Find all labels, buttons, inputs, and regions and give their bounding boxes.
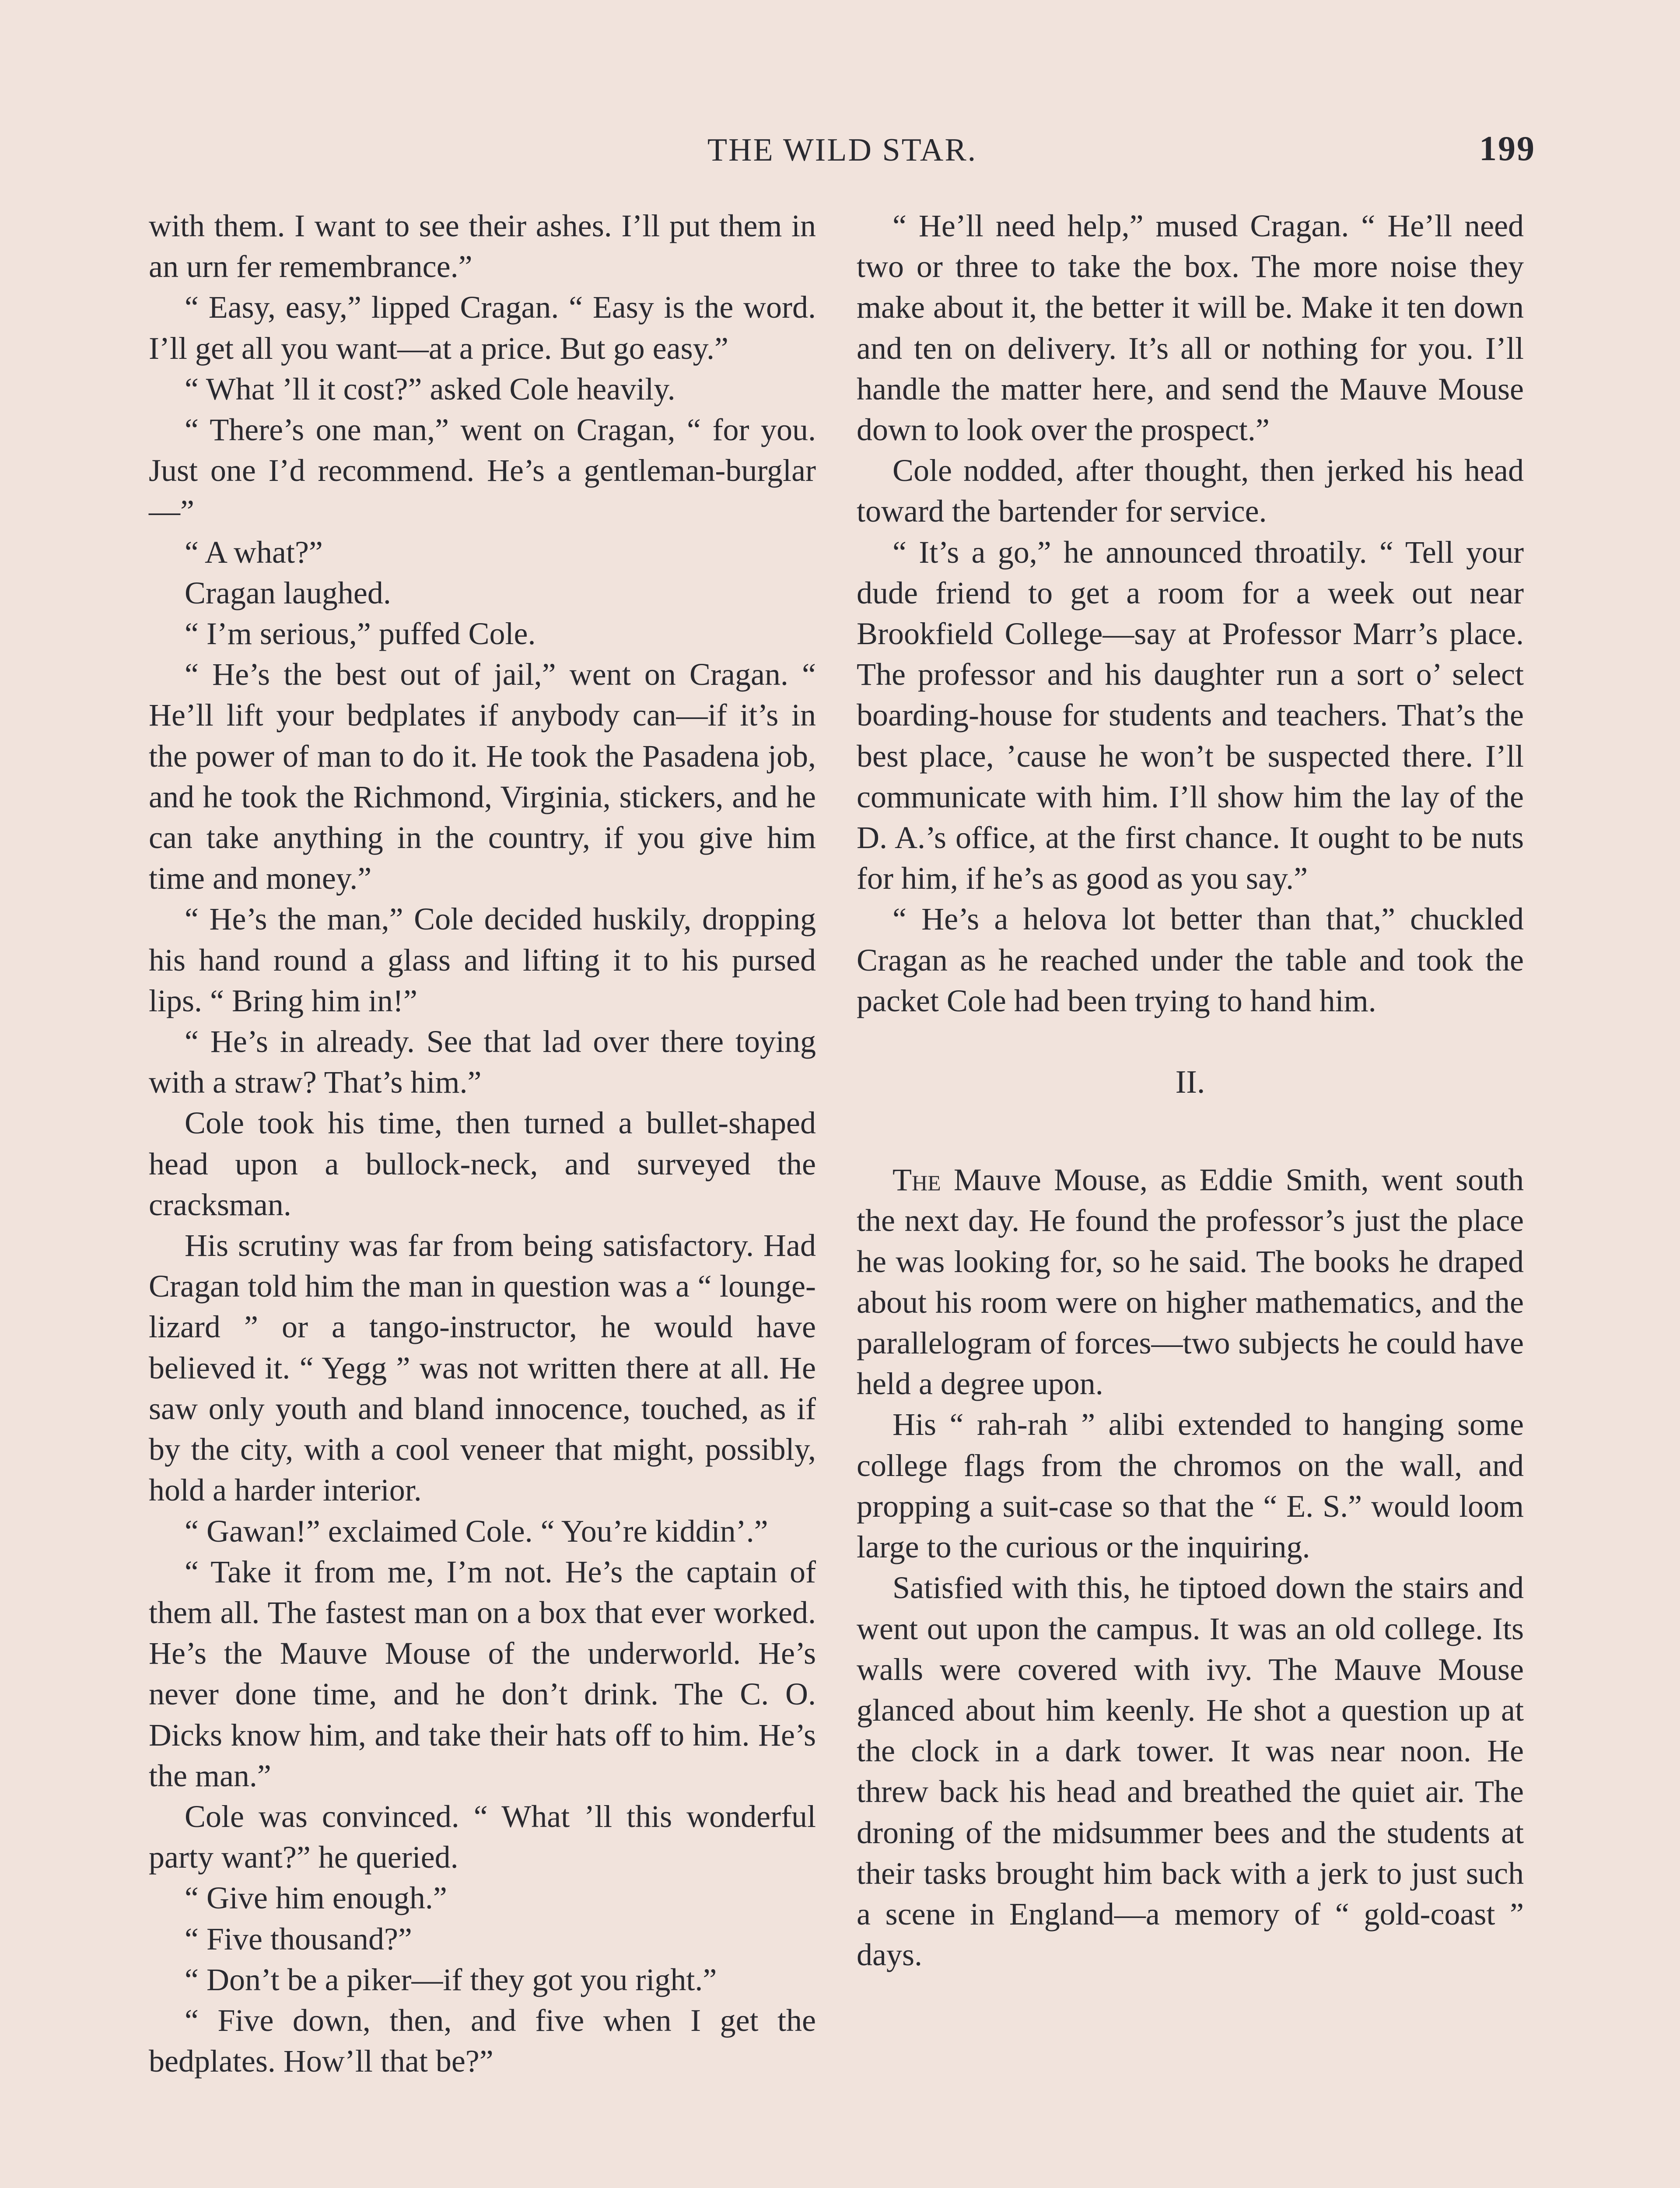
- paragraph: Cole nodded, after thought, then jerked his head toward the bartender for service.: [857, 453, 1524, 529]
- paragraph: His “ rah-rah ” alibi extended to hanging some college flags from the chromos on the wall, and propping a suit-case so that the “ E. S.” would loom large to the curious or the inquiring.: [857, 1407, 1524, 1565]
- paragraph: “ Easy, easy,” lipped Cragan. “ Easy is the word. I’ll get all you want—at a price. But go easy.”: [149, 290, 816, 366]
- paragraph: with them. I want to see their ashes. I’ll put them in an urn fer remembrance.”: [149, 208, 816, 284]
- paragraph: “ What ’ll it cost?” asked Cole heavily.: [185, 371, 676, 407]
- paragraph: Cole took his time, then turned a bullet-shaped head upon a bullock-neck, and surveyed the cracksman.: [149, 1105, 816, 1222]
- paragraph: “ Five down, then, and five when I get the bedplates. How’ll that be?”: [149, 2002, 816, 2079]
- running-header: [149, 125, 1536, 173]
- paragraph: “ He’s in already. See that lad over there toying with a straw? That’s him.”: [149, 1024, 816, 1100]
- paragraph: His scrutiny was far from being satisfactory. Had Cragan told him the man in question was a “ lounge-lizard ” or a tango-instructor, he would have believed it. “ Yegg ” was not written there at all. He saw only youth and bland innocence, touched, as if by the city, with a cool veneer that might, possibly, hold a harder interior.: [149, 1228, 816, 1508]
- paragraph: “ A what?”: [185, 534, 323, 570]
- paragraph: Satisfied with this, he tiptoed down the stairs and went out upon the campus. It was an old college. Its walls were covered with ivy. The Mauve Mouse glanced about him keenly. He shot a question up at the clock in a dark tower. It was near noon. He threw back his head and breathed the quiet air. The droning of the midsummer bees and the students at their tasks brought him back with a jerk to just such a scene in England—a memory of “ gold-coast ” days.: [857, 1570, 1524, 1973]
- page-number: 199: [1479, 130, 1536, 168]
- section-heading: II.: [1175, 1064, 1205, 1101]
- paragraph: “ It’s a go,” he announced throatily. “ Tell your dude friend to get a room for a week out near Brookfield College—say at Professor Marr’s place. The professor and his daughter run a sort o’ select boarding-house for students and teachers. That’s the best place, ’cause he won’t be suspected there. I’ll communicate with him. I’ll show him the lay of the D. A.’s office, at the first chance. It ought to be nuts for him, if he’s as good as you say.”: [857, 534, 1524, 896]
- paragraph: Cole was convinced. “ What ’ll this wonderful party want?” he queried.: [149, 1799, 816, 1875]
- lead-word: The: [892, 1162, 941, 1198]
- paragraph: Cragan laughed.: [185, 575, 391, 610]
- paragraph-text: Mauve Mouse, as Eddie Smith, went south the next day. He found the professor’s just the place he was looking for, so he said. The books he draped about his room were on higher mathematics, and the parallelogram of forces—two subjects he could have held a degree upon.: [857, 1162, 1524, 1402]
- paragraph: “ Give him enough.”: [185, 1880, 447, 1916]
- running-title: THE WILD STAR.: [707, 132, 977, 168]
- paragraph: “ Don’t be a piker—if they got you right.”: [185, 1962, 717, 1997]
- left-column: [149, 206, 816, 2082]
- paragraph: “ I’m serious,” puffed Cole.: [185, 616, 536, 652]
- paragraph: [857, 1160, 1524, 1404]
- paragraph: “ Five thousand?”: [185, 1921, 412, 1957]
- paragraph: “ There’s one man,” went on Cragan, “ for you. Just one I’d recommend. He’s a gentleman-burglar—”: [149, 412, 816, 529]
- paragraph: “ He’s a helova lot better than that,” chuckled Cragan as he reached under the table and took the packet Cole had been trying to hand him.: [857, 901, 1524, 1018]
- paragraph: “ Take it from me, I’m not. He’s the captain of them all. The fastest man on a box that ever worked. He’s the Mauve Mouse of the underworld. He’s never done time, and he don’t drink. The C. O. Dicks know him, and take their hats off to him. He’s the man.”: [149, 1554, 816, 1793]
- paragraph: “ He’s the best out of jail,” went on Cragan. “ He’ll lift your bedplates if anybody can—if it’s in the power of man to do it. He took the Pasadena job, and he took the Richmond, Virginia, stickers, and he can take anything in the country, if you give him time and money.”: [149, 657, 816, 896]
- paragraph: “ He’s the man,” Cole decided huskily, dropping his hand round a glass and lifting it to his pursed lips. “ Bring him in!”: [149, 901, 816, 1018]
- paragraph: “ Gawan!” exclaimed Cole. “ You’re kiddin’.”: [185, 1513, 768, 1549]
- right-column: [857, 206, 1524, 1975]
- paragraph: “ He’ll need help,” mused Cragan. “ He’ll need two or three to take the box. The more noise they make about it, the better it will be. Make it ten down and ten on delivery. It’s all or nothing for you. I’ll handle the matter here, and send the Mauve Mouse down to look over the prospect.”: [857, 208, 1524, 448]
